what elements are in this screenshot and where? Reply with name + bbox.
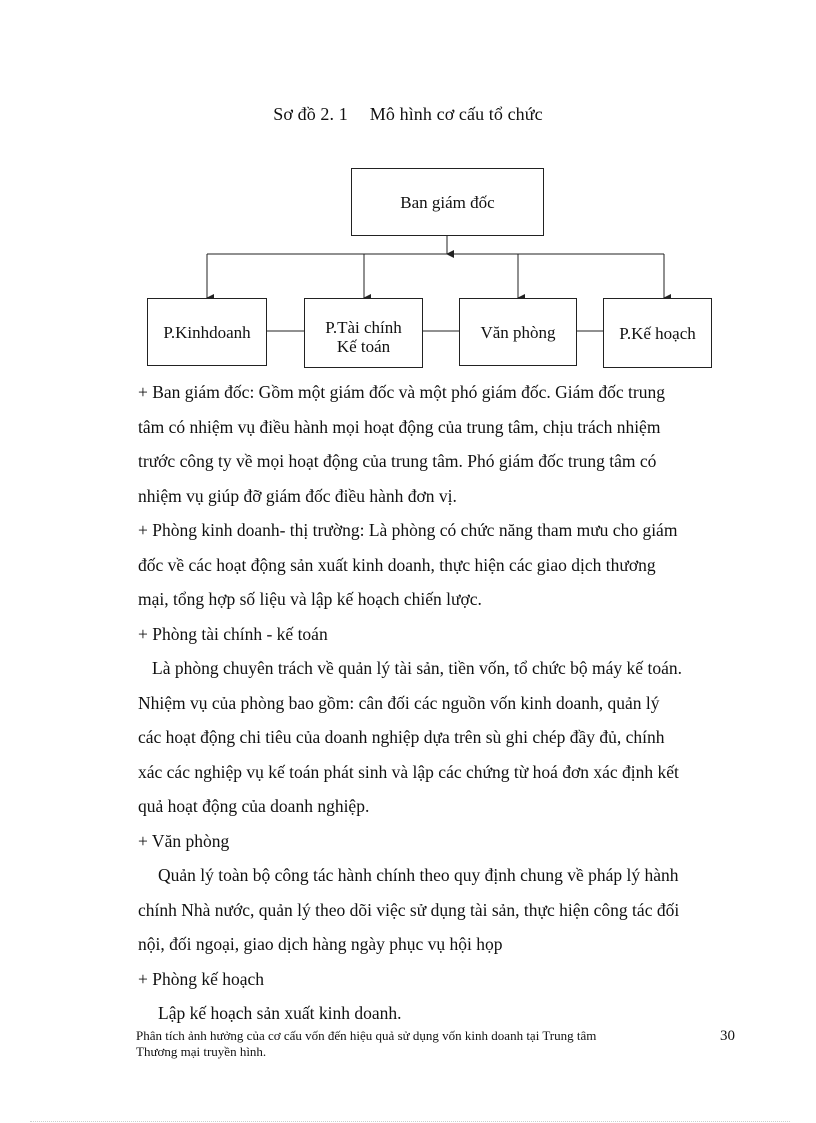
org-box-ke-hoach <box>603 298 712 368</box>
figure-caption-title: Mô hình cơ cấu tổ chức <box>369 104 543 124</box>
figure-caption-number: Sơ đồ 2. 1 <box>273 104 348 124</box>
org-box-label: Văn phòng <box>480 322 556 342</box>
org-box-label: P.Tài chính Kế toán <box>325 318 402 356</box>
page-footer <box>136 1028 696 1060</box>
text-line: đốc về các hoạt động sản xuất kinh doanh, thực hiện các giao dịch thương <box>138 554 656 575</box>
text-line: xác các nghiệp vụ kế toán phát sinh và lập các chứng từ hoá đơn xác định kết <box>138 761 679 782</box>
org-box-label: P.Kế hoạch <box>619 323 696 343</box>
text-line: nội, đối ngoại, giao dịch hàng ngày phục vụ hội họp <box>138 934 503 954</box>
text-line: Lập kế hoạch sản xuất kinh doanh. <box>158 1003 402 1023</box>
footer-text-line-1: Phân tích ảnh hưởng của cơ cấu vốn đến hiệu quả sử dụng vốn kinh doanh tại Trung tâm <box>136 1028 597 1043</box>
text-line: Nhiệm vụ của phòng bao gồm: cân đối các nguồn vốn kinh doanh, quản lý <box>138 692 660 713</box>
text-line: + Văn phòng <box>138 830 230 851</box>
text-line: + Phòng tài chính - kế toán <box>138 623 328 644</box>
text-line: trước công ty về mọi hoạt động của trung tâm. Phó giám đốc trung tâm có <box>138 451 657 471</box>
text-line: chính Nhà nước, quản lý theo dõi việc sử dụng tài sản, thực hiện công tác đối <box>138 899 680 920</box>
org-box-label: P.Kinhdoanh <box>163 322 251 342</box>
text-line: + Ban giám đốc: Gồm một giám đốc và một phó giám đốc. Giám đốc trung <box>138 382 665 402</box>
org-box-van-phong <box>459 298 577 366</box>
text-line: + Phòng kinh doanh- thị trường: Là phòng có chức năng tham mưu cho giám <box>138 520 678 540</box>
body-text <box>138 375 720 1031</box>
org-box-label: Ban giám đốc <box>400 192 495 212</box>
footer-text-line-2: Thương mại truyền hình. <box>136 1044 267 1059</box>
org-box-kinh-doanh <box>147 298 267 366</box>
text-line: quả hoạt động của doanh nghiệp. <box>138 796 370 816</box>
text-line: tâm có nhiệm vụ điều hành mọi hoạt động của trung tâm, chịu trách nhiệm <box>138 416 661 437</box>
text-line: Là phòng chuyên trách về quản lý tài sản, tiền vốn, tổ chức bộ máy kế toán. <box>152 658 682 678</box>
text-line: + Phòng kế hoạch <box>138 968 265 989</box>
text-line: nhiệm vụ giúp đỡ giám đốc điều hành đơn vị. <box>138 485 457 506</box>
org-box-ban-giam-doc <box>351 168 544 236</box>
text-line: các hoạt động chi tiêu của doanh nghiệp dựa trên sù ghi chép đầy đủ, chính <box>138 727 665 747</box>
page-bottom-divider <box>30 1121 790 1122</box>
org-box-tai-chinh-ke-toan <box>304 298 423 368</box>
page-number: 30 <box>720 1028 735 1044</box>
text-line: mại, tổng hợp số liệu và lập kế hoạch chiến lược. <box>138 589 482 609</box>
text-line: Quản lý toàn bộ công tác hành chính theo quy định chung về pháp lý hành <box>158 865 679 885</box>
